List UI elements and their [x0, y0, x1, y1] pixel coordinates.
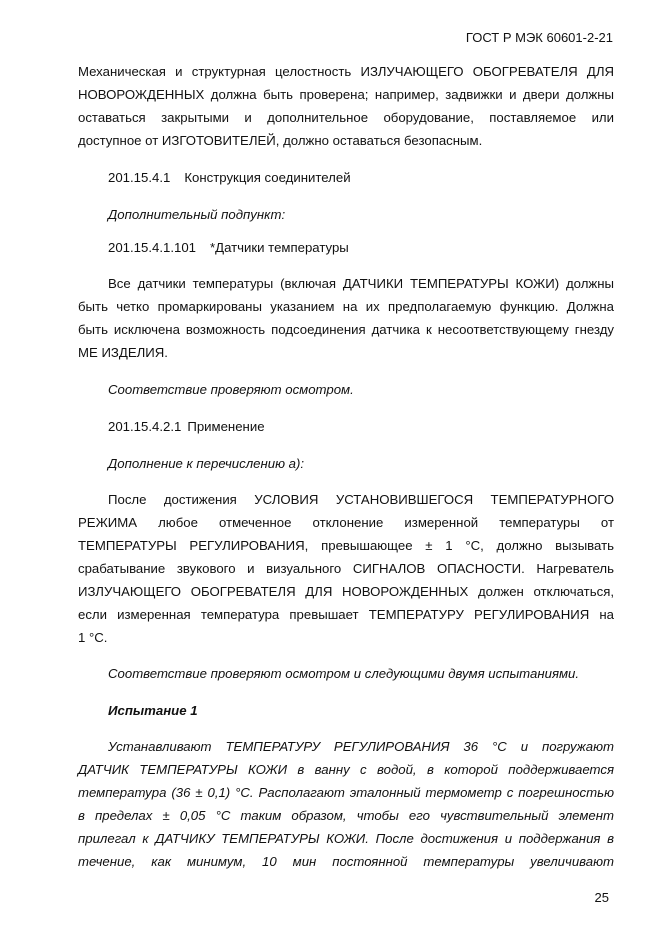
body-line: РЕЖИМА любое отмеченное отклонение измеренной температуры от [78, 515, 614, 530]
section-heading [78, 240, 614, 256]
section-title: *Датчики температуры [210, 240, 349, 255]
body-line: Механическая и структурная целостность ИЗЛУЧАЮЩЕГО ОБОГРЕВАТЕЛЯ ДЛЯ [78, 64, 614, 79]
italic-line: температура (36 ± 0,1) °С. Располагают эталонный термометр с погрешностью [78, 785, 614, 800]
italic-note: Дополнение к перечислению а): [108, 456, 305, 471]
italic-note: Соответствие проверяют осмотром и следующими двумя испытаниями. [108, 666, 580, 681]
page-number: 25 [594, 890, 609, 905]
section-title: Конструкция соединителей [184, 170, 351, 185]
italic-line: Устанавливают ТЕМПЕРАТУРУ РЕГУЛИРОВАНИЯ 36 °С и погружают [108, 739, 614, 754]
body-line: срабатывание звукового и визуального СИГНАЛОВ ОПАСНОСТИ. Нагреватель [78, 561, 614, 576]
standard-header: ГОСТ Р МЭК 60601-2-21 [465, 30, 613, 45]
body-line: ИЗЛУЧАЮЩЕГО ОБОГРЕВАТЕЛЯ ДЛЯ НОВОРОЖДЕННЫХ должен отключаться, [78, 584, 614, 599]
italic-line: ДАТЧИК ТЕМПЕРАТУРЫ КОЖИ в ванну с водой, в которой поддерживается [78, 762, 614, 777]
italic-line: прилегал к ДАТЧИКУ ТЕМПЕРАТУРЫ КОЖИ. После достижения и поддержания в [78, 831, 614, 846]
section-heading [78, 170, 614, 186]
body-line: быть исключена возможность подсоединения датчика к несоответствующему гнезду [78, 322, 614, 337]
italic-note: Соответствие проверяют осмотром. [108, 382, 354, 397]
italic-line: течение, как минимум, 10 мин постоянной температуры увеличивают [78, 854, 614, 869]
section-number: 201.15.4.1.101 [108, 240, 196, 255]
body-line: быть четко промаркированы указанием на их предполагаемую функцию. Должна [78, 299, 614, 314]
body-line: Все датчики температуры (включая ДАТЧИКИ ТЕМПЕРАТУРЫ КОЖИ) должны [108, 276, 614, 291]
body-line: доступное от ИЗГОТОВИТЕЛЕЙ, должно оставаться безопасным. [78, 133, 483, 148]
section-number: 201.15.4.1 [108, 170, 171, 185]
body-line: ТЕМПЕРАТУРЫ РЕГУЛИРОВАНИЯ, превышающее ± 1 °С, должно вызывать [78, 538, 614, 553]
body-line: НОВОРОЖДЕННЫХ должна быть проверена; например, задвижки и двери должны [78, 87, 614, 102]
body-line: МЕ ИЗДЕЛИЯ. [78, 345, 168, 360]
body-line: 1 °С. [78, 630, 108, 645]
italic-line: в пределах ± 0,05 °С таким образом, чтобы его чувствительный элемент [78, 808, 614, 823]
body-line: оставаться закрытыми и дополнительное оборудование, поставляемое или [78, 110, 614, 125]
section-title: Применение [187, 419, 265, 434]
test-heading: Испытание 1 [108, 703, 198, 718]
body-line: если измеренная температура превышает ТЕМПЕРАТУРУ РЕГУЛИРОВАНИЯ на [78, 607, 614, 622]
body-line: После достижения УСЛОВИЯ УСТАНОВИВШЕГОСЯ ТЕМПЕРАТУРНОГО [108, 492, 614, 507]
section-heading [78, 419, 614, 435]
section-number: 201.15.4.2.1 [108, 419, 182, 434]
italic-note: Дополнительный подпункт: [108, 207, 286, 222]
